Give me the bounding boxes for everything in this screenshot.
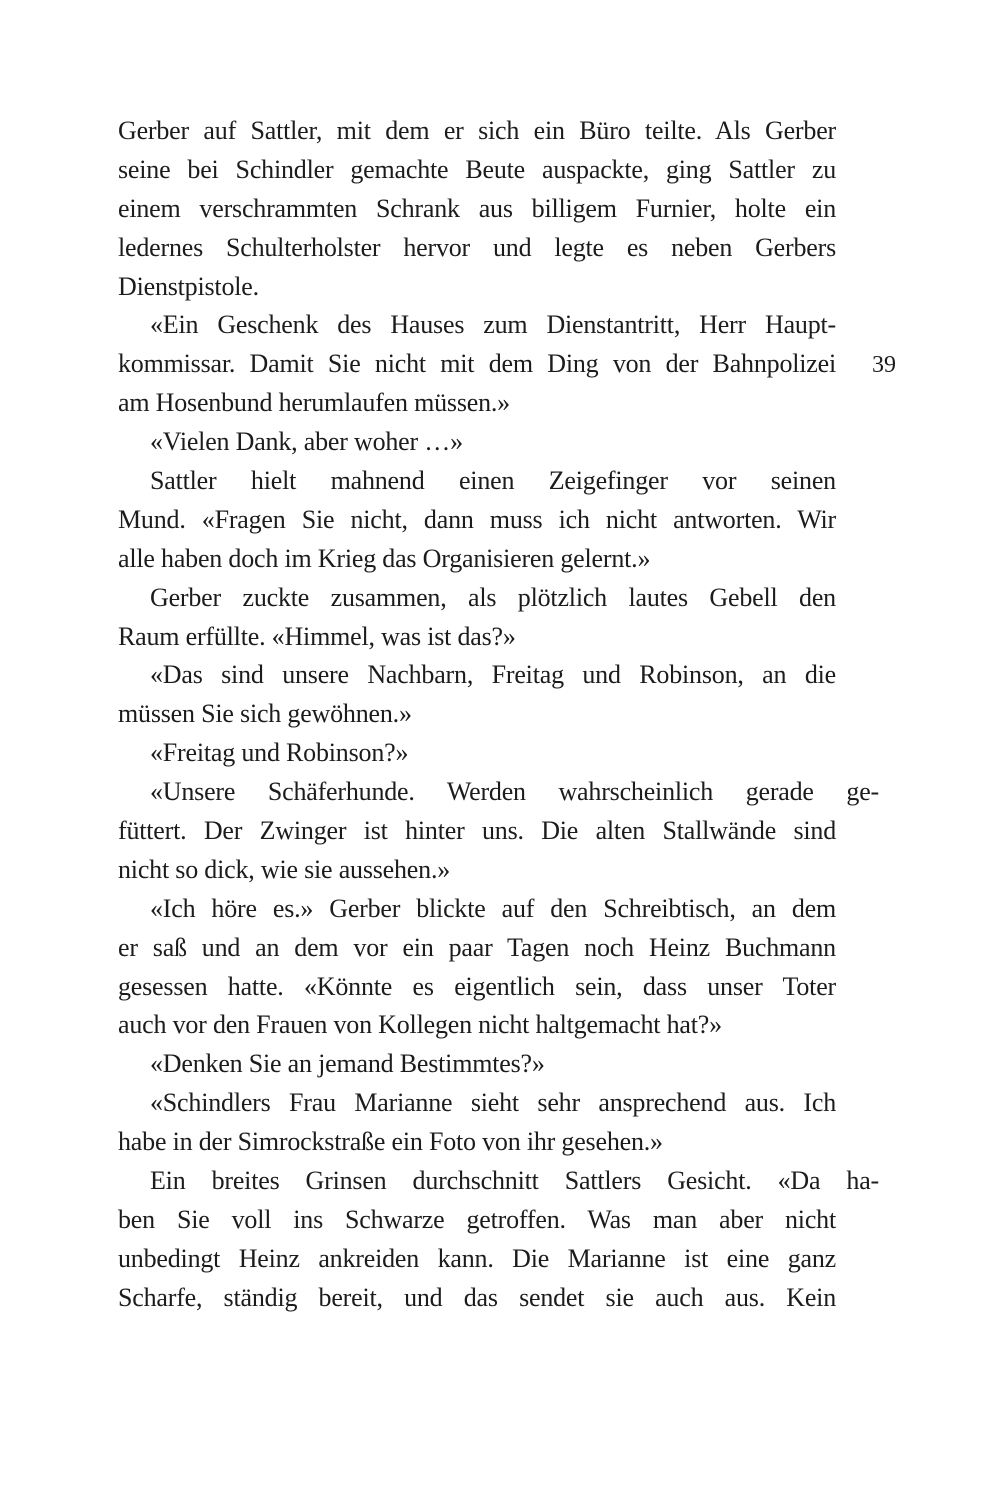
- text-line: «Denken Sie an jemand Bestimmtes?»: [150, 1049, 545, 1079]
- text-line: gesessen hatte. «Könnte es eigentlich sein, dass unser Toter: [118, 971, 836, 1001]
- text-line: ledernes Schulterholster hervor und legte es neben Gerbers: [118, 232, 836, 262]
- text-line: müssen Sie sich gewöhnen.»: [118, 699, 412, 729]
- text-line: «Vielen Dank, aber woher …»: [150, 427, 463, 457]
- text-line: Mund. «Fragen Sie nicht, dann muss ich nicht antworten. Wir: [118, 504, 836, 534]
- text-line: «Ich höre es.» Gerber blickte auf den Schreibtisch, an dem: [150, 893, 836, 923]
- text-line: «Ein Geschenk des Hauses zum Dienstantritt, Herr Haupt-: [150, 310, 836, 340]
- text-line: auch vor den Frauen von Kollegen nicht haltgemacht hat?»: [118, 1010, 722, 1040]
- page-number: 39: [872, 352, 896, 378]
- text-line: seine bei Schindler gemachte Beute auspackte, ging Sattler zu: [118, 154, 836, 184]
- text-line: Gerber zuckte zusammen, als plötzlich lautes Gebell den: [150, 582, 836, 612]
- text-line: habe in der Simrockstraße ein Foto von ihr gesehen.»: [118, 1127, 663, 1157]
- text-line: Scharfe, ständig bereit, und das sendet sie auch aus. Kein: [118, 1282, 836, 1312]
- text-line: kommissar. Damit Sie nicht mit dem Ding von der Bahnpolizei: [118, 349, 836, 379]
- text-line: nicht so dick, wie sie aussehen.»: [118, 854, 451, 884]
- text-line: Gerber auf Sattler, mit dem er sich ein Büro teilte. Als Gerber: [118, 116, 836, 145]
- text-line: ben Sie voll ins Schwarze getroffen. Was man aber nicht: [118, 1204, 836, 1234]
- text-line: füttert. Der Zwinger ist hinter uns. Die alten Stallwände sind: [118, 816, 836, 846]
- body-text: [118, 112, 879, 1318]
- text-line: «Freitag und Robinson?»: [150, 738, 409, 768]
- text-line: Dienstpistole.: [118, 271, 259, 301]
- text-line: unbedingt Heinz ankreiden kann. Die Marianne ist eine ganz: [118, 1243, 836, 1273]
- text-line: Ein breites Grinsen durchschnitt Sattlers Gesicht. «Da ha-: [150, 1166, 879, 1196]
- text-line: alle haben doch im Krieg das Organisieren gelernt.»: [118, 543, 651, 573]
- text-line: Raum erfüllte. «Himmel, was ist das?»: [118, 621, 516, 651]
- text-line: «Das sind unsere Nachbarn, Freitag und Robinson, an die: [150, 660, 836, 690]
- text-line: am Hosenbund herumlaufen müssen.»: [118, 388, 510, 418]
- text-line: «Schindlers Frau Marianne sieht sehr ansprechend aus. Ich: [150, 1088, 836, 1118]
- text-line: einem verschrammten Schrank aus billigem Furnier, holte ein: [118, 193, 836, 223]
- text-line: er saß und an dem vor ein paar Tagen noch Heinz Buchmann: [118, 932, 836, 962]
- text-line: Sattler hielt mahnend einen Zeigefinger vor seinen: [150, 466, 836, 496]
- text-line: «Unsere Schäferhunde. Werden wahrscheinlich gerade ge-: [150, 777, 879, 807]
